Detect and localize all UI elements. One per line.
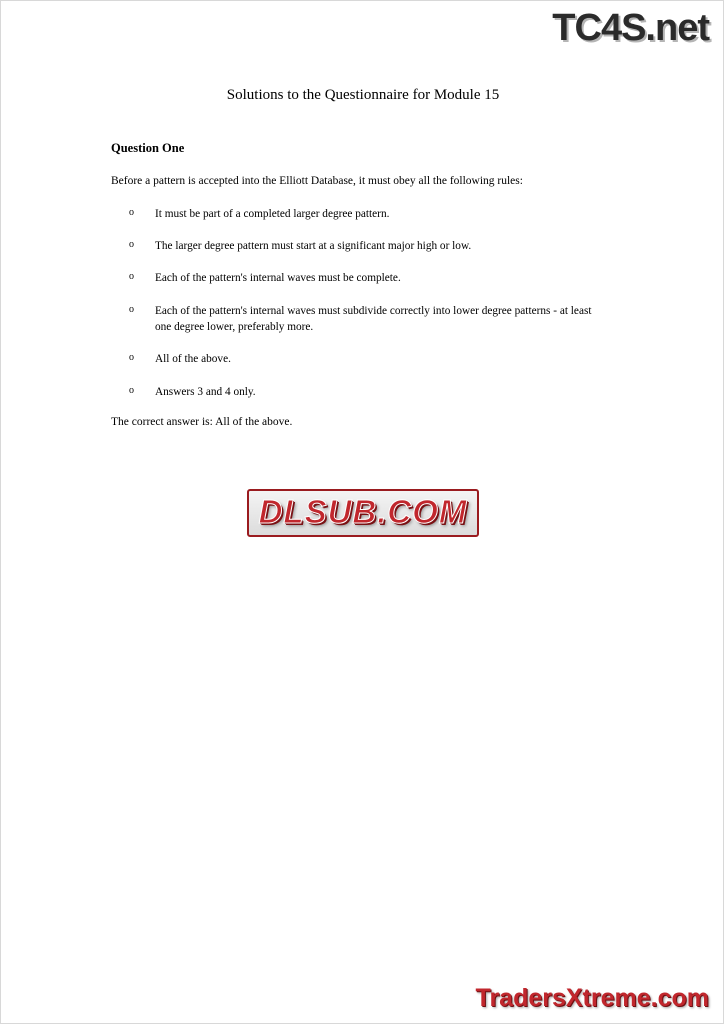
option-text: The larger degree pattern must start at a significant major high or low. bbox=[155, 239, 472, 252]
list-item bbox=[111, 270, 611, 286]
document-body bbox=[111, 141, 611, 440]
bullet-icon: o bbox=[129, 303, 134, 315]
bullet-icon: o bbox=[129, 384, 134, 396]
option-text: All of the above. bbox=[155, 353, 231, 366]
option-text: It must be part of a completed larger degree pattern. bbox=[155, 207, 390, 220]
list-item bbox=[111, 206, 611, 222]
tc4s-watermark: TC4S.net bbox=[552, 7, 709, 49]
bullet-icon: o bbox=[129, 206, 134, 218]
list-item bbox=[111, 238, 611, 254]
list-item bbox=[111, 303, 611, 336]
bullet-icon: o bbox=[129, 352, 134, 364]
option-text: Each of the pattern's internal waves must subdivide correctly into lower degree patterns - at least one degree lower, preferably more. bbox=[155, 304, 592, 334]
tradersxtreme-watermark: TradersXtreme.com bbox=[475, 984, 709, 1012]
list-item bbox=[111, 384, 611, 400]
list-item bbox=[111, 351, 611, 367]
options-list bbox=[111, 206, 611, 401]
option-text: Answers 3 and 4 only. bbox=[155, 385, 256, 398]
bullet-icon: o bbox=[129, 238, 134, 250]
bullet-icon: o bbox=[129, 271, 134, 283]
dlsub-watermark bbox=[1, 489, 724, 537]
page-title: Solutions to the Questionnaire for Module 15 bbox=[226, 87, 500, 103]
option-text: Each of the pattern's internal waves must be complete. bbox=[155, 272, 401, 285]
correct-answer: The correct answer is: All of the above. bbox=[111, 416, 293, 429]
question-intro: Before a pattern is accepted into the Elliott Database, it must obey all the following rules: bbox=[111, 175, 523, 187]
question-heading: Question One bbox=[111, 141, 185, 155]
dlsub-watermark-text: DLSUB.COM bbox=[247, 489, 480, 537]
